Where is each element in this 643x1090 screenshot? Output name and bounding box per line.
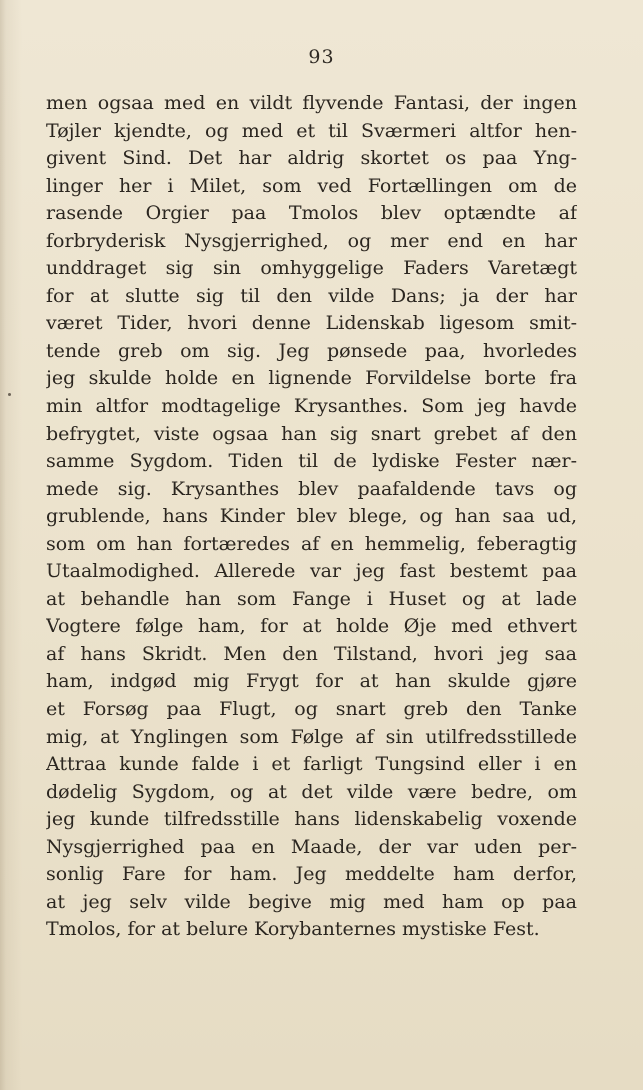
text-line: dødelig Sygdom, og at det vilde være bedre, om [46, 780, 577, 803]
text-line: ham, indgød mig Frygt for at han skulde gjøre [46, 670, 577, 693]
text-line: Tøjler kjendte, og med et til Sværmeri altfor hen- [46, 119, 577, 142]
text-line: samme Sygdom. Tiden til de lydiske Fester nær- [46, 450, 577, 473]
page-number: 93 [308, 46, 335, 68]
text-line: grublende, hans Kinder blev blege, og han saa ud, [46, 505, 577, 528]
text-line: af hans Skridt. Men den Tilstand, hvori jeg saa [46, 642, 577, 665]
margin-speck [8, 393, 11, 396]
text-line: for at slutte sig til den vilde Dans; ja der har [46, 284, 577, 307]
text-line: men ogsaa med en vildt flyvende Fantasi, der ingen [46, 92, 577, 114]
text-line: som om han fortæredes af en hemmelig, feberagtig [46, 532, 577, 555]
text-line: at behandle han som Fange i Huset og at lade [46, 587, 577, 610]
text-line: Vogtere følge ham, for at holde Øje med ethvert [46, 615, 577, 638]
text-line: Attraa kunde falde i et farligt Tungsind eller i en [46, 753, 577, 776]
body-text [46, 90, 577, 944]
text-line: forbryderisk Nysgjerrighed, og mer end en har [46, 229, 577, 252]
text-line: givent Sind. Det har aldrig skortet os paa Yng- [46, 147, 577, 170]
text-line: Nysgjerrighed paa en Maade, der var uden per- [46, 835, 577, 858]
text-line: Tmolos, for at belure Korybanternes mystiske Fest. [46, 918, 540, 941]
text-line: jeg skulde holde en lignende Forvildelse borte fra [46, 367, 577, 390]
text-line: et Forsøg paa Flugt, og snart greb den Tanke [46, 698, 577, 721]
text-line: rasende Orgier paa Tmolos blev optændte af [46, 202, 577, 225]
text-line: sonlig Fare for ham. Jeg meddelte ham derfor, [46, 863, 577, 886]
text-line: min altfor modtagelige Krysanthes. Som jeg havde [46, 395, 577, 418]
text-line: tende greb om sig. Jeg pønsede paa, hvorledes [46, 339, 577, 362]
text-line: mig, at Ynglingen som Følge af sin utilfredsstillede [46, 725, 577, 748]
text-line: befrygtet, viste ogsaa han sig snart grebet af den [46, 422, 577, 445]
text-line: mede sig. Krysanthes blev paafaldende tavs og [46, 477, 577, 500]
text-line: været Tider, hvori denne Lidenskab ligesom smit- [46, 312, 577, 335]
text-line: unddraget sig sin omhyggelige Faders Varetægt [46, 257, 577, 280]
text-line: linger her i Milet, som ved Fortællingen om de [46, 174, 577, 197]
text-line: jeg kunde tilfredsstille hans lidenskabelig voxende [46, 808, 577, 831]
text-line: Utaalmodighed. Allerede var jeg fast bestemt paa [46, 560, 577, 583]
text-line: at jeg selv vilde begive mig med ham op paa [46, 890, 577, 913]
